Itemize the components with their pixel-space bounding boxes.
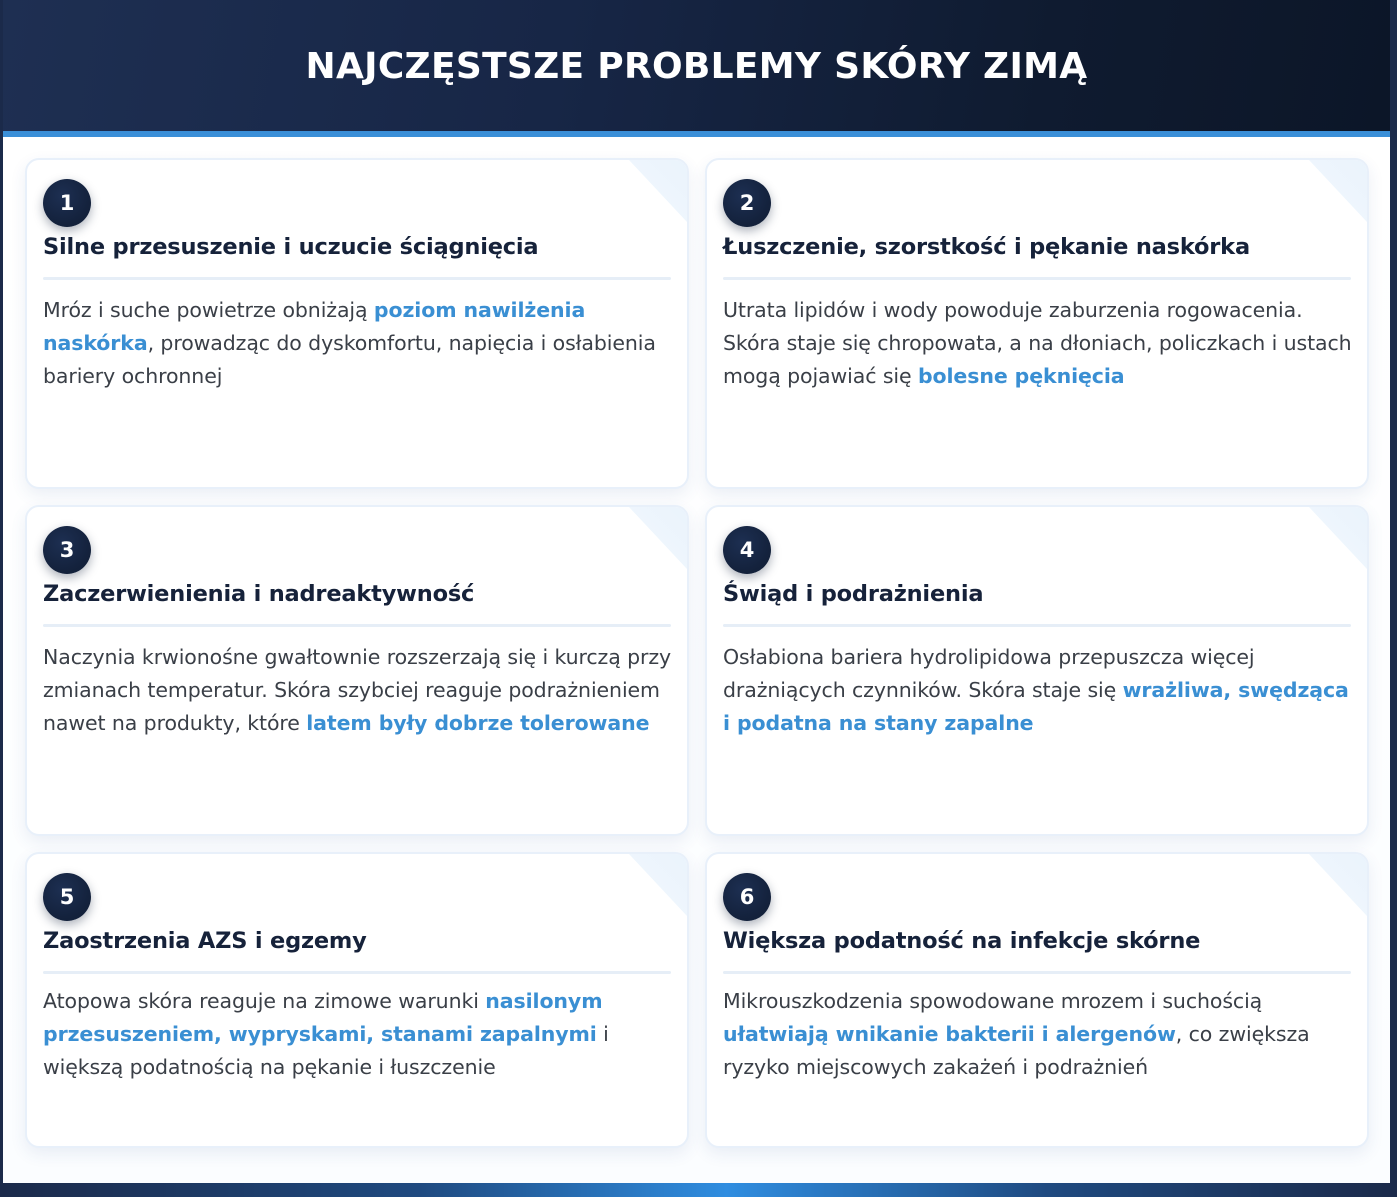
card-title: Zaostrzenia AZS i egzemy (43, 928, 367, 954)
text-segment: , prowadząc do dyskomfortu, napięcia i osłabienia bariery ochronnej (43, 331, 656, 388)
card-title: Łuszczenie, szorstkość i pękanie naskórka (723, 234, 1250, 260)
card-description (723, 294, 1353, 393)
corner-decoration (629, 160, 687, 222)
card-description (43, 294, 673, 393)
corner-decoration (629, 854, 687, 916)
corner-decoration (1309, 854, 1367, 916)
corner-decoration (1309, 160, 1367, 222)
card-description (43, 985, 673, 1084)
card-description (723, 985, 1353, 1084)
divider (43, 624, 671, 627)
card-description (723, 641, 1353, 740)
highlighted-phrase: wrażliwa, swędząca i podatna na stany zapalne (723, 678, 1349, 735)
card-title: Większa podatność na infekcje skórne (723, 928, 1201, 954)
number-badge: 6 (723, 873, 771, 921)
divider (723, 971, 1351, 974)
corner-decoration (629, 507, 687, 569)
card-title: Silne przesuszenie i uczucie ściągnięcia (43, 234, 539, 260)
text-segment: Mikrouszkodzenia spowodowane mrozem i suchością (723, 989, 1263, 1013)
number-badge: 3 (43, 526, 91, 574)
text-segment: Naczynia krwionośne gwałtownie rozszerzają się i kurczą przy zmianach temperatur. Skóra szybciej reaguje podrażnieniem nawet na produkty, które (43, 645, 672, 735)
infographic-frame (3, 0, 1390, 1184)
problem-card-1 (25, 158, 689, 489)
cards-grid (3, 137, 1390, 1184)
bottom-gradient-bar (0, 1183, 1397, 1197)
problem-card-6 (705, 852, 1369, 1148)
highlighted-phrase: ułatwiają wnikanie bakterii i alergenów (723, 1022, 1176, 1046)
corner-decoration (1309, 507, 1367, 569)
number-badge: 2 (723, 179, 771, 227)
header-banner (3, 0, 1390, 131)
divider (43, 277, 671, 280)
number-badge: 1 (43, 179, 91, 227)
highlighted-phrase: poziom nawilżenia naskórka (43, 298, 586, 355)
problem-card-3 (25, 505, 689, 836)
highlighted-phrase: nasilonym przesuszeniem, wypryskami, stanami zapalnymi (43, 989, 603, 1046)
number-badge: 4 (723, 526, 771, 574)
text-segment: Mróz i suche powietrze obniżają (43, 298, 374, 322)
text-segment: Atopowa skóra reaguje na zimowe warunki (43, 989, 486, 1013)
card-title: Zaczerwienienia i nadreaktywność (43, 581, 475, 607)
text-segment: i większą podatnością na pękanie i łuszczenie (43, 1022, 609, 1079)
highlighted-phrase: latem były dobrze tolerowane (306, 711, 650, 735)
card-title: Świąd i podrażnienia (723, 581, 984, 607)
text-segment: Osłabiona bariera hydrolipidowa przepuszcza więcej drażniących czynników. Skóra staje się (723, 645, 1255, 702)
divider (723, 277, 1351, 280)
highlighted-phrase: bolesne pęknięcia (917, 364, 1125, 388)
problem-card-4 (705, 505, 1369, 836)
text-segment: , co zwiększa ryzyko miejscowych zakażeń i podrażnień (723, 1022, 1310, 1079)
divider (43, 971, 671, 974)
problem-card-5 (25, 852, 689, 1148)
problem-card-2 (705, 158, 1369, 489)
number-badge: 5 (43, 873, 91, 921)
page-title: NAJCZĘSTSZE PROBLEMY SKÓRY ZIMĄ (305, 46, 1088, 87)
divider (723, 624, 1351, 627)
text-segment: Utrata lipidów i wody powoduje zaburzenia rogowacenia. Skóra staje się chropowata, a na dłoniach, policzkach i ustach mogą pojawiać się (723, 298, 1352, 388)
card-description (43, 641, 673, 740)
